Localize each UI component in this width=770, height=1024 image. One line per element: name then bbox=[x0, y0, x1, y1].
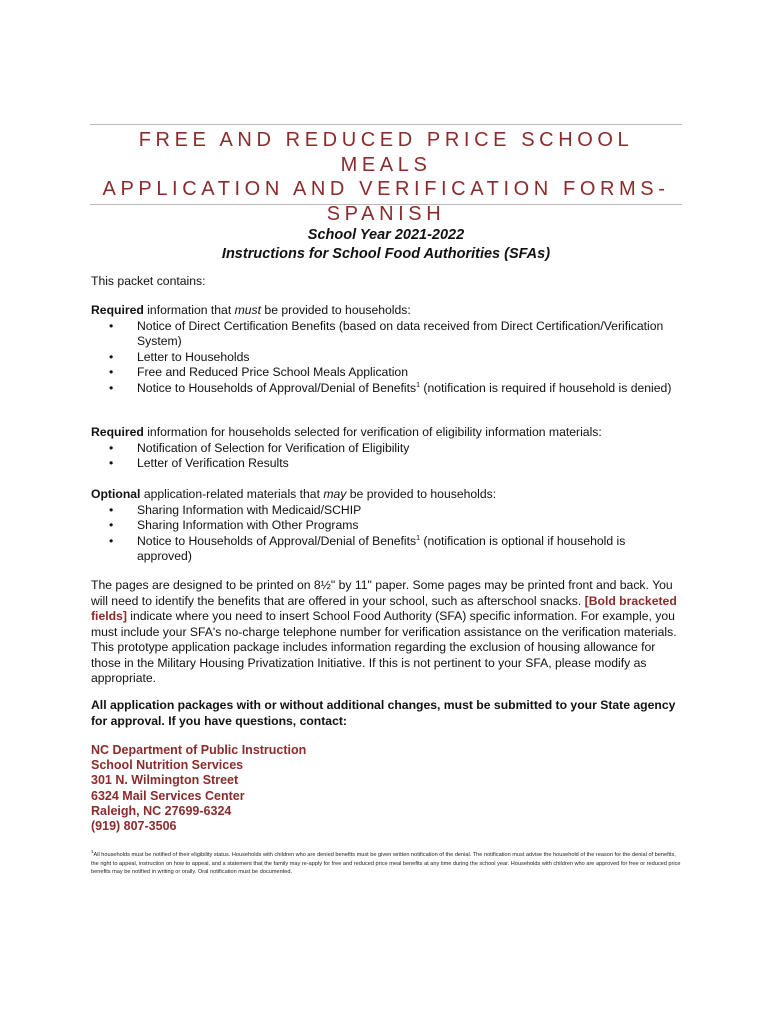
list-item: • Letter of Verification Results bbox=[91, 456, 683, 472]
paragraph-text-pre: The pages are designed to be printed on 8½" by 11" paper. Some pages may be printed front and back. You will need to identify the benefits that are offered in your school, such as afterschool snacks. bbox=[91, 578, 673, 608]
required-label: Required bbox=[91, 425, 144, 439]
list-item: • Free and Reduced Price School Meals Application bbox=[91, 365, 683, 381]
list-item: • Sharing Information with Medicaid/SCHIP bbox=[91, 503, 683, 519]
list-item-note: (notification is optional if household is approved) bbox=[137, 533, 626, 563]
contact-center: 6324 Mail Services Center bbox=[91, 788, 245, 803]
contact-dept: School Nutrition Services bbox=[91, 758, 244, 773]
required-verification-lead bbox=[91, 425, 683, 441]
paragraph-text-post: indicate where you need to insert School Food Authority (SFA) specific information. For example, you must include your SFA's no-charge telephone number for verification assistance on the verification materials. This prototype application package includes information regarding the exclusion of housing allowance for those in the Military Housing Privatization Initiative. If this is not pertinent to your SFA, please modify as appropriate. bbox=[91, 609, 677, 685]
list-item: • Notification of Selection for Verification of Eligibility bbox=[91, 441, 683, 457]
banner-bottom-rule bbox=[90, 204, 682, 205]
contact-phone: (919) 807-3506 bbox=[91, 819, 177, 834]
school-year-heading: School Year 2021-2022 bbox=[307, 227, 465, 243]
banner-line-1: FREE AND REDUCED PRICE SCHOOL MEALS bbox=[138, 129, 634, 176]
footnote bbox=[91, 851, 683, 877]
optional-list bbox=[91, 503, 683, 565]
contact-city: Raleigh, NC 27699-6324 bbox=[91, 803, 232, 818]
printing-instructions-paragraph bbox=[91, 578, 683, 687]
packet-intro: This packet contains: bbox=[91, 274, 206, 288]
document-banner-title bbox=[90, 128, 682, 226]
optional-lead-pre: application-related materials that bbox=[140, 487, 324, 501]
required-verification-section bbox=[91, 425, 683, 472]
optional-label: Optional bbox=[91, 487, 141, 501]
required-household-section bbox=[91, 303, 683, 396]
banner-line-3: SPANISH bbox=[326, 202, 446, 225]
optional-section bbox=[91, 487, 683, 565]
list-item-note: (notification is required if household is denied) bbox=[420, 380, 672, 395]
list-item-text: Notice to Households of Approval/Denial of Benefits bbox=[137, 533, 417, 548]
optional-lead-post: be provided to households: bbox=[346, 487, 497, 501]
contact-org: NC Department of Public Instruction bbox=[91, 743, 307, 757]
contact-street: 301 N. Wilmington Street bbox=[91, 773, 239, 788]
footnote-number: 1 bbox=[91, 849, 94, 855]
required-label: Required bbox=[91, 303, 144, 317]
verification-lead-text: information for households selected for verification of eligibility information materials: bbox=[143, 425, 602, 439]
contact-block bbox=[91, 743, 306, 834]
optional-lead bbox=[91, 487, 683, 503]
must-emphasis: must bbox=[234, 303, 262, 317]
list-item bbox=[91, 381, 683, 397]
list-item: • Letter to Households bbox=[91, 350, 683, 366]
list-item-text: Notice to Households of Approval/Denial of Benefits bbox=[137, 380, 417, 395]
list-item: • Sharing Information with Other Programs bbox=[91, 518, 683, 534]
banner-line-2: APPLICATION AND VERIFICATION FORMS- bbox=[102, 178, 670, 200]
bracketed-fields-note: [Bold bracketed fields] bbox=[91, 593, 677, 623]
submission-note: All application packages with or without additional changes, must be submitted to your State agency for approval. If you have questions, contact: bbox=[91, 698, 676, 728]
required-household-lead bbox=[91, 303, 683, 319]
instructions-heading: Instructions for School Food Authorities (SFAs) bbox=[221, 246, 551, 262]
may-emphasis: may bbox=[323, 487, 347, 501]
required-verification-list bbox=[91, 441, 683, 472]
footnote-marker: 1 bbox=[416, 381, 421, 389]
banner-top-rule bbox=[90, 124, 682, 125]
list-item bbox=[91, 534, 683, 565]
required-lead-pre: information that bbox=[143, 303, 235, 317]
list-item: • Notice of Direct Certification Benefits (based on data received from Direct Certification/Verification System) bbox=[91, 319, 683, 350]
required-lead-post: be provided to households: bbox=[261, 303, 411, 317]
footnote-marker: 1 bbox=[416, 534, 421, 542]
required-household-list bbox=[91, 319, 683, 397]
footnote-text: All households must be notified of their eligibility status. Households with children who are denied benefits must be given written notification of the denial. The notification must advise the household of the reason for the denial of benefits, the right to appeal, instruction on how to appeal, and a statement that the family may re-apply for free and reduced price meal benefits at any time during the school year. Households with children who are approved for free or reduced price benefits may be notified in writing or orally. Oral notification must be documented. bbox=[91, 852, 681, 875]
document-subtitle bbox=[90, 226, 682, 264]
